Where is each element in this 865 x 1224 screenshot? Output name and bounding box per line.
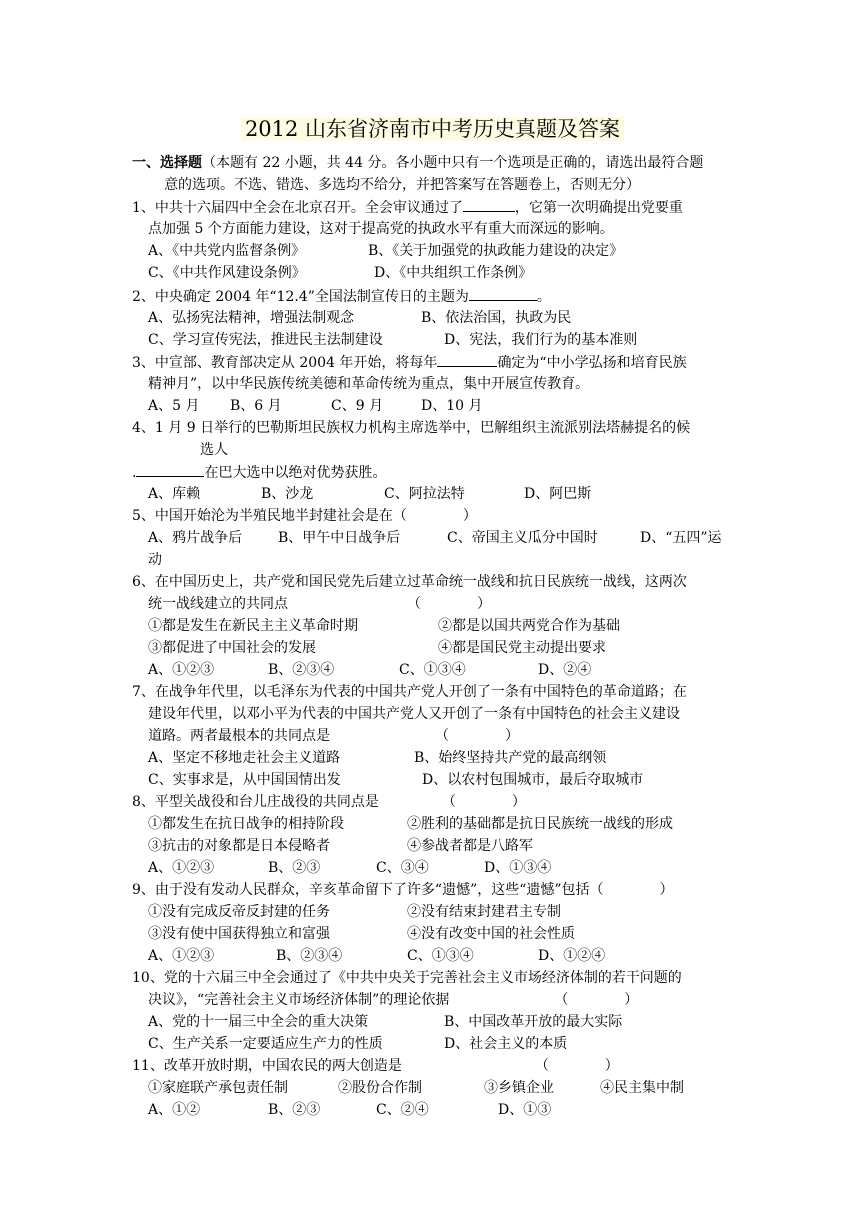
question-8-stem: 8、平型关战役和台儿庄战役的共同点是 （ ） [132,794,526,810]
statement-4: ④都是国民党主动提出要求 [438,640,606,656]
option-b: B、依法治国，执政为民 [421,310,572,326]
answer-blank [437,353,497,367]
option-d: D、“五四”运 [640,530,722,546]
option-c: C、9 月 [331,398,384,414]
option-b: B、②③ [268,860,321,876]
statement-4: ④没有改变中国的社会性质 [407,926,575,942]
question-4-stem-cont2: . 在巴大选中以绝对优势获胜。 [132,465,387,481]
option-c: C、③④ [376,860,429,876]
statement-4: ④民主集中制 [600,1080,684,1096]
question-1-stem-cont: 点加强 5 个方面能力建设，这对于提高党的执政水平有重大而深远的影响。 [148,221,614,237]
section-instructions-2: 意的选项。不选、错选、多选均不给分，并把答案写在答题卷上，否则无分） [164,177,640,193]
option-b: B、甲午中日战争后 [278,530,401,546]
option-c: C、①③④ [407,948,474,964]
page-title: 2012 山东省济南市中考历史真题及答案 [0,113,865,145]
option-d: D、以农村包围城市，最后夺取城市 [422,772,644,788]
statement-3: ③乡镇企业 [484,1080,554,1096]
option-d: D、阿巴斯 [524,486,592,502]
option-d: D、①②④ [538,948,606,964]
section-header [132,154,703,172]
question-1-stem: 1、中共十六届四中全会在北京召开。全会审议通过了 ，它第一次明确提出党要重 [132,200,683,216]
option-d: D、宪法，我们行为的基本准则 [444,332,638,348]
option-b: B、始终坚持共产党的最高纲领 [414,750,607,766]
option-d: D、社会主义的本质 [444,1036,568,1052]
option-b: B、6 月 [230,398,282,414]
option-c: C、实事求是，从中国国情出发 [148,772,341,788]
option-a: A、鸦片战争后 [148,530,243,546]
answer-blank [469,287,537,301]
option-b: B、沙龙 [261,486,314,502]
option-c: C、《中共作风建设条例》 [148,265,306,281]
option-b: B、《关于加强党的执政能力建设的决定》 [368,243,624,259]
option-d-cont: 动 [148,552,162,568]
question-10-stem: 10、党的十六届三中全会通过了《中共中央关于完善社会主义市场经济体制的若干问题的 [132,970,682,986]
option-a: A、5 月 [148,398,200,414]
question-4-stem-cont: 选人 [200,442,228,458]
option-c: C、学习宣传宪法，推进民主法制建设 [148,332,383,348]
option-a: A、①②③ [148,662,215,678]
question-6-stem: 6、在中国历史上，共产党和国民党先后建立过革命统一战线和抗日民族统一战线，这两次 [132,574,687,590]
option-c: C、生产关系一定要适应生产力的性质 [148,1036,383,1052]
question-6-stem-cont: 统一战线建立的共同点 （ ） [148,596,491,612]
question-7-stem-cont: 建设年代里，以邓小平为代表的中国共产党人又开创了一条有中国特色的社会主义建设 [148,706,680,722]
statement-2: ②胜利的基础都是抗日民族统一战线的形成 [407,816,673,832]
option-a: A、①②③ [148,860,215,876]
question-7-stem: 7、在战争年代里，以毛泽东为代表的中国共产党人开创了一条有中国特色的革命道路；在 [132,684,687,700]
statement-1: ①都发生在抗日战争的相持阶段 [148,816,344,832]
option-a: A、①②③ [148,948,215,964]
option-a: A、弘扬宪法精神，增强法制观念 [148,310,355,326]
option-a: A、坚定不移地走社会主义道路 [148,750,341,766]
statement-3: ③没有使中国获得独立和富强 [148,926,330,942]
option-c: C、帝国主义瓜分中国时 [447,530,598,546]
question-9-stem: 9、由于没有发动人民群众，辛亥革命留下了许多“遗憾”，这些“遗憾”包括（ ） [132,882,674,898]
statement-2: ②股份合作制 [338,1080,422,1096]
option-d: D、10 月 [421,398,483,414]
question-10-stem-cont: 决议》，“完善社会主义市场经济体制”的理论依据 （ ） [148,992,639,1008]
option-d: D、①③ [498,1102,552,1118]
question-5-stem: 5、中国开始沦为半殖民地半封建社会是在（ ） [132,508,477,524]
section-instructions-1: （本题有 22 小题，共 44 分。各小题中只有一个选项是正确的，请选出最符合题 [202,155,704,171]
answer-blank [463,198,515,212]
statement-2: ②都是以国共两党合作为基础 [438,618,620,634]
question-3-stem: 3、中宣部、教育部决定从 2004 年开始，将每年 确定为“中小学弘扬和培育民族 [132,355,687,371]
option-d: D、①③④ [484,860,552,876]
question-4-stem: 4、1 月 9 日举行的巴勒斯坦民族权力机构主席选举中，巴解组织主流派别法塔赫提名的候 [132,420,691,436]
option-a: A、《中共党内监督条例》 [148,243,306,259]
statement-1: ①都是发生在新民主主义革命时期 [148,618,358,634]
option-b: B、②③④ [276,948,343,964]
option-d: D、②④ [538,662,592,678]
option-c: C、①③④ [399,662,466,678]
statement-3: ③抗击的对象都是日本侵略者 [148,838,330,854]
option-b: B、中国改革开放的最大实际 [444,1014,623,1030]
option-d: D、《中共组织工作条例》 [374,265,533,281]
option-c: C、②④ [376,1102,429,1118]
section-name: 一、选择题 [132,155,202,171]
question-7-stem-cont2: 道路。两者最根本的共同点是 （ ） [148,728,519,744]
option-c: C、阿拉法特 [384,486,465,502]
question-3-stem-cont: 精神月”，以中华民族传统美德和革命传统为重点，集中开展宣传教育。 [148,376,590,392]
option-b: B、②③ [268,1102,321,1118]
question-2-stem: 2、中央确定 2004 年“12.4”全国法制宣传日的主题为 。 [132,289,551,305]
statement-1: ①家庭联产承包责任制 [148,1080,288,1096]
option-a: A、①② [148,1102,201,1118]
statement-2: ②没有结束封建君主专制 [407,904,561,920]
option-b: B、②③④ [268,662,335,678]
option-a: A、库赖 [148,486,201,502]
option-a: A、党的十一届三中全会的重大决策 [148,1014,369,1030]
question-11-stem: 11、改革开放时期，中国农民的两大创造是 （ ） [132,1058,619,1074]
statement-3: ③都促进了中国社会的发展 [148,640,316,656]
statement-4: ④参战者都是八路军 [407,838,533,854]
statement-1: ①没有完成反帝反封建的任务 [148,904,330,920]
answer-blank [136,463,204,477]
